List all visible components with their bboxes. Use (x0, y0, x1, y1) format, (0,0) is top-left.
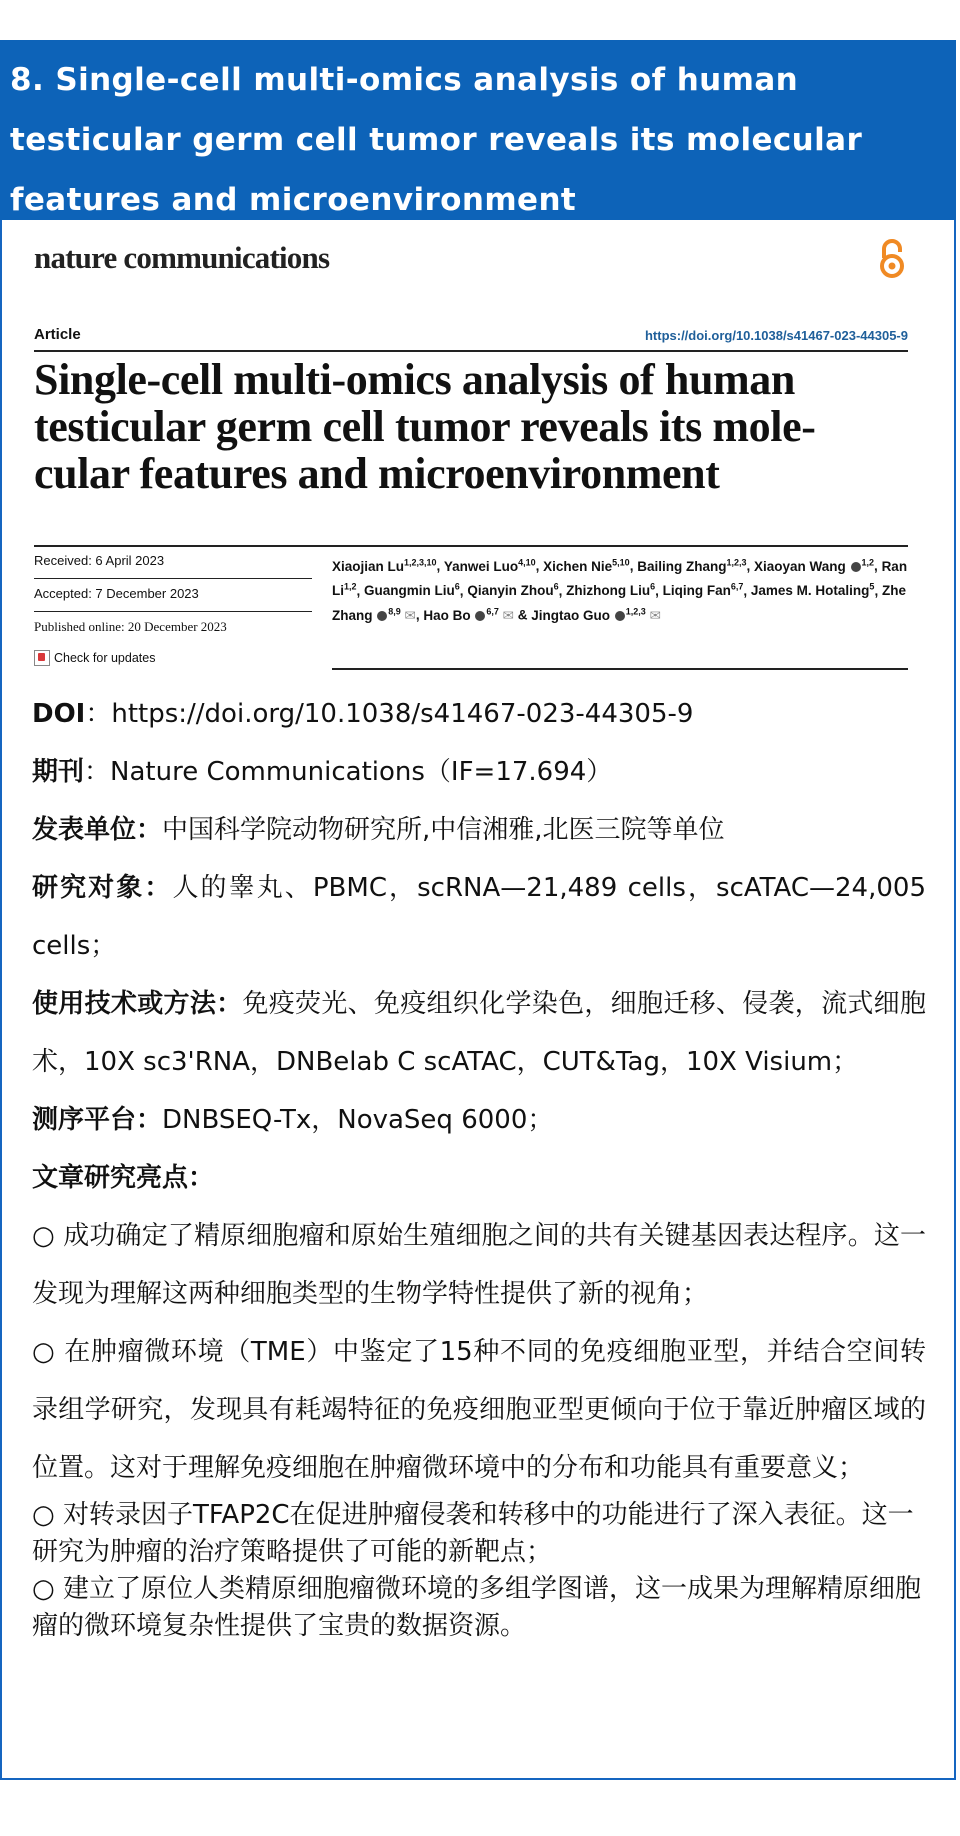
author: Xichen Nie$^{5,10}$ (543, 557, 630, 574)
author: Guangmin Liu$^6$ (364, 581, 460, 598)
check-for-updates[interactable] (34, 644, 312, 672)
accepted-date: Accepted: 7 December 2023 (34, 579, 312, 612)
author: Zhe Zhang $^{8,9}$ ✉ (332, 583, 906, 623)
orcid-icon[interactable] (377, 611, 387, 621)
paper-header-figure (34, 230, 908, 680)
author: Yanwei Luo$^{4,10}$ (443, 557, 536, 574)
author: Zhizhong Liu$^6$ (566, 581, 656, 598)
author: Xiaojian Lu$^{1,2,3,10}$ (332, 557, 437, 574)
method-line: 使用技术或方法：免疫荧光、免疫组织化学染色，细胞迁移、侵袭，流式细胞术，10X sc3'RNA，DNBelab C scATAC，CUT&Tag，10X Visium； (32, 989, 926, 1077)
check-updates-label: Check for updates (54, 651, 156, 665)
section-banner (0, 40, 956, 220)
author: Ran Li$^{1,2}$ (332, 558, 908, 598)
author: Liqing Fan$^{6,7}$ (662, 581, 744, 598)
highlight-item: ○ 在肿瘤微环境（TME）中鉴定了15种不同的免疫细胞亚型，并结合空间转录组学研究，发现具有耗竭特征的免疫细胞亚型更倾向于位于靠近肿瘤区域的位置。这对于理解免疫细胞在肿瘤微环境中的分布和功能具有重要意义； (32, 1337, 926, 1483)
author: Hao Bo $^{6,7}$ ✉ (423, 606, 514, 623)
author: Jingtao Guo $^{1,2,3}$ ✉ (531, 606, 661, 623)
author-list: Xiaojian Lu$^{1,2,3,10}$, Yanwei Luo$^{4,10}$, Xichen Nie$^{5,10}$, Bailing Zhang$^{1,2,3}$, Xiaoyan Wang $^{1,2}$, Ran Li$^{1,2}$, Guangmin Liu$^6$, Qianyin Zhou$^6$, Zhizhong Liu$^6$, Liqing Fan$^{6,7}$, James M. Hotaling$^5$, Zhe Zhang $^{8,9}$ ✉, Hao Bo $^{6,7}$ ✉ & Jingtao Guo $^{1,2,3}$ ✉ (332, 557, 908, 623)
highlights-heading: 文章研究亮点： (32, 1163, 215, 1193)
publication-dates (34, 546, 312, 672)
orcid-icon[interactable] (851, 562, 861, 572)
doi-line: DOI：https://doi.org/10.1038/s41467-023-44305-9 (32, 699, 694, 729)
mail-icon[interactable]: ✉ (649, 607, 661, 623)
check-updates-icon (34, 650, 50, 666)
article-type-label: Article (34, 326, 81, 343)
paper-doi-link[interactable]: https://doi.org/10.1038/s41467-023-44305-9 (644, 328, 908, 343)
divider (332, 668, 908, 670)
article-summary (32, 685, 926, 1645)
orcid-icon[interactable] (615, 611, 625, 621)
divider (34, 350, 908, 352)
author: Qianyin Zhou$^6$ (467, 581, 559, 598)
unit-line: 发表单位：中国科学院动物研究所,中信湘雅,北医三院等单位 (32, 815, 725, 845)
author: James M. Hotaling$^5$ (750, 581, 875, 598)
mail-icon[interactable]: ✉ (404, 607, 416, 623)
orcid-icon[interactable] (475, 611, 485, 621)
highlight-item: ○ 成功确定了精原细胞瘤和原始生殖细胞之间的共有关键基因表达程序。这一发现为理解这两种细胞类型的生物学特性提供了新的视角； (32, 1221, 926, 1309)
subject-line: 研究对象：人的睾丸、PBMC，scRNA—21,489 cells，scATAC—24,005 cells； (32, 873, 926, 961)
platform-line: 测序平台：DNBSEQ-Tx，NovaSeq 6000； (32, 1105, 554, 1135)
published-date: Published online: 20 December 2023 (34, 619, 227, 634)
highlight-item: ○ 对转录因子TFAP2C在促进肿瘤侵袭和转移中的功能进行了深入表征。这一研究为肿瘤的治疗策略提供了可能的新靶点； (32, 1500, 914, 1567)
highlight-item: ○ 建立了原位人类精原细胞瘤微环境的多组学图谱，这一成果为理解精原细胞瘤的微环境复杂性提供了宝贵的数据资源。 (32, 1574, 921, 1641)
journal-line: 期刊：Nature Communications（IF=17.694） (32, 757, 613, 787)
paper-title: Single-cell multi-omics analysis of human testicular germ cell tumor reveals its mole-cular features and microenvironment (34, 355, 816, 498)
mail-icon[interactable]: ✉ (502, 607, 514, 623)
open-access-icon (878, 238, 906, 282)
author: Bailing Zhang$^{1,2,3}$ (637, 557, 747, 574)
received-date: Received: 6 April 2023 (34, 546, 312, 579)
doi-value[interactable]: ：https://doi.org/10.1038/s41467-023-44305-9 (85, 699, 694, 729)
author: Xiaoyan Wang $^{1,2}$ (754, 557, 875, 574)
section-title: 8. Single-cell multi-omics analysis of human testicular germ cell tumor reveals its molecular features and microenvironment (10, 62, 863, 218)
journal-logo: nature communications (34, 240, 330, 275)
